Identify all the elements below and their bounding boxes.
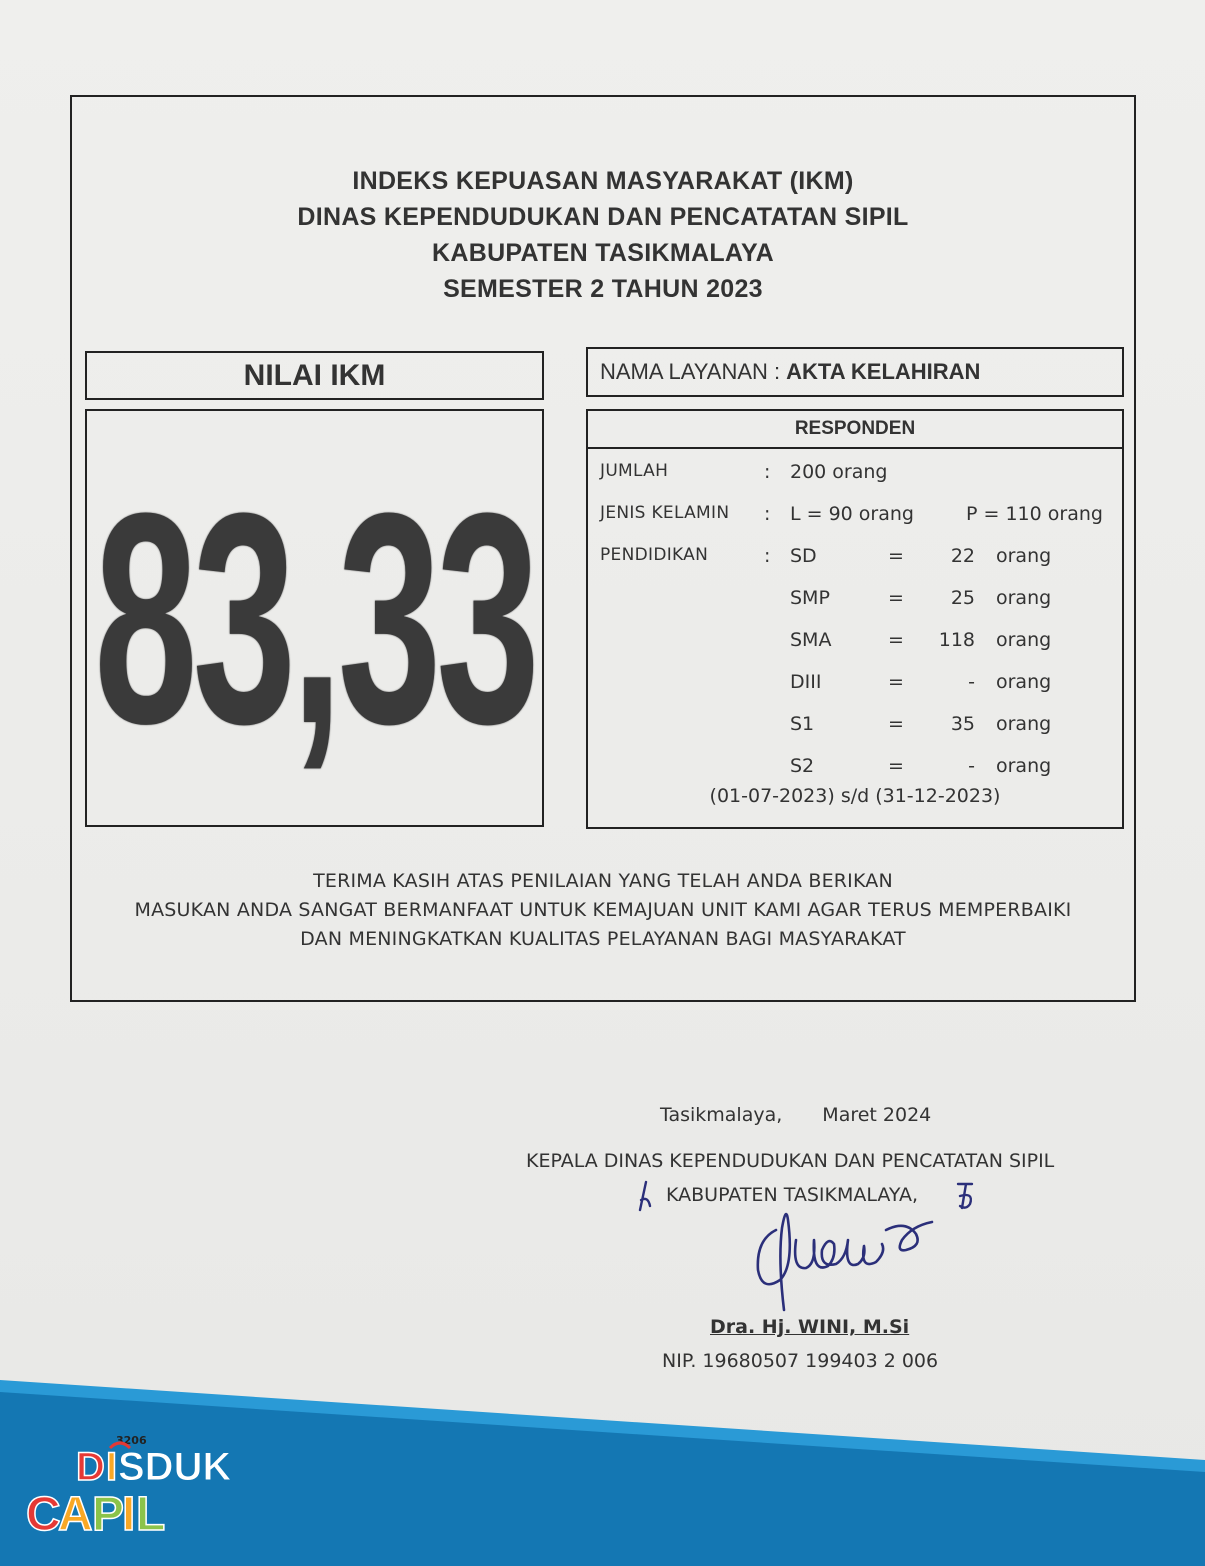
layanan-value: AKTA KELAHIRAN (786, 359, 981, 384)
svg-text:I: I (106, 1445, 118, 1489)
education-unit: orang (996, 629, 1052, 651)
education-row (588, 587, 1122, 617)
colon: : (764, 545, 771, 567)
education-count: 25 (950, 587, 975, 609)
education-row (588, 545, 1122, 575)
education-level: SD (790, 545, 817, 567)
svg-text:P: P (92, 1488, 125, 1541)
office-title: KEPALA DINAS KEPENDUDUKAN DAN PENCATATAN SIPIL (526, 1150, 1055, 1172)
date: Maret 2024 (822, 1104, 932, 1126)
equals-sign: = (888, 755, 904, 777)
place-date (660, 1104, 931, 1126)
education-level: SMP (790, 587, 830, 609)
layanan-label: NAMA LAYANAN : (600, 359, 781, 384)
education-row (588, 755, 1122, 785)
colon: : (764, 461, 771, 483)
ikm-score: 83,33 (94, 450, 535, 786)
equals-sign: = (888, 587, 904, 609)
thank-you-note (72, 867, 1134, 954)
handwritten-signature-icon (736, 1200, 976, 1320)
education-unit: orang (996, 671, 1052, 693)
jenis-kelamin-row (588, 503, 1122, 533)
education-count: - (968, 671, 975, 693)
signer-name: Dra. Hj. WINI, M.Si (710, 1316, 910, 1338)
jumlah-row (588, 461, 1122, 491)
education-count: 118 (938, 629, 975, 651)
responden-box (586, 409, 1124, 829)
score-box (85, 409, 544, 827)
initial-mark-icon (632, 1178, 654, 1214)
education-row (588, 713, 1122, 743)
jumlah-value: 200 orang (790, 461, 888, 483)
education-count: 22 (950, 545, 975, 567)
pendidikan-label: PENDIDIKAN (600, 545, 709, 565)
document-title (72, 163, 1134, 307)
education-row (588, 671, 1122, 701)
education-level: S2 (790, 755, 815, 777)
signer-nip: NIP. 19680507 199403 2 006 (662, 1350, 939, 1372)
nilai-ikm-label: NILAI IKM (85, 351, 544, 400)
education-level: S1 (790, 713, 815, 735)
title-line-3: KABUPATEN TASIKMALAYA (432, 239, 774, 267)
svg-text:A: A (58, 1488, 93, 1541)
education-level: SMA (790, 629, 832, 651)
svg-text:C: C (26, 1488, 61, 1541)
svg-text:SDUK: SDUK (118, 1445, 232, 1489)
education-row (588, 629, 1122, 659)
jenis-kelamin-label: JENIS KELAMIN (600, 503, 730, 523)
education-level: DIII (790, 671, 822, 693)
place: Tasikmalaya, (660, 1104, 783, 1126)
title-line-2: DINAS KEPENDUDUKAN DAN PENCATATAN SIPIL (297, 203, 909, 231)
office-region: KABUPATEN TASIKMALAYA, (666, 1184, 919, 1206)
education-unit: orang (996, 587, 1052, 609)
title-line-4: SEMESTER 2 TAHUN 2023 (443, 275, 763, 303)
survey-period: (01-07-2023) s/d (31-12-2023) (709, 785, 1001, 807)
female-count: P = 110 orang (966, 503, 1103, 525)
equals-sign: = (888, 545, 904, 567)
equals-sign: = (888, 671, 904, 693)
equals-sign: = (888, 629, 904, 651)
title-line-1: INDEKS KEPUASAN MASYARAKAT (IKM) (352, 167, 854, 195)
equals-sign: = (888, 713, 904, 735)
svg-text:3206: 3206 (116, 1434, 147, 1447)
colon: : (764, 503, 771, 525)
education-count: - (968, 755, 975, 777)
thanks-line-1: TERIMA KASIH ATAS PENILAIAN YANG TELAH ANDA BERIKAN (313, 870, 893, 892)
svg-text:D: D (76, 1445, 105, 1489)
male-count: L = 90 orang (790, 503, 914, 525)
disdukcapil-logo (18, 1420, 248, 1555)
education-unit: orang (996, 713, 1052, 735)
svg-text:I: I (122, 1488, 136, 1541)
education-unit: orang (996, 545, 1052, 567)
education-count: 35 (950, 713, 975, 735)
layanan-box (586, 347, 1124, 397)
thanks-line-3: DAN MENINGKATKAN KUALITAS PELAYANAN BAGI MASYARAKAT (300, 928, 906, 950)
ikm-frame (70, 95, 1136, 1002)
education-unit: orang (996, 755, 1052, 777)
jumlah-label: JUMLAH (600, 461, 669, 481)
thanks-line-2: MASUKAN ANDA SANGAT BERMANFAAT UNTUK KEMAJUAN UNIT KAMI AGAR TERUS MEMPERBAIKI (134, 899, 1072, 921)
svg-text:L: L (136, 1488, 166, 1541)
responden-title: RESPONDEN (588, 411, 1122, 449)
